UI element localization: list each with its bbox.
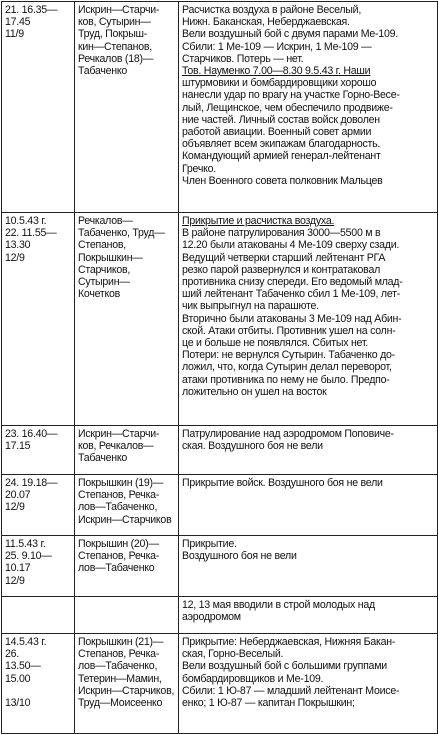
crew-line: Степанов, Речка-: [78, 489, 160, 502]
crew-cell: [75, 536, 179, 597]
date-cell: [2, 536, 75, 597]
date-line: 24. 19.18—: [5, 477, 58, 489]
date-line: 11.5.43 г.: [5, 538, 46, 550]
report-line: бомбардировщиков и Ме-109.: [182, 672, 324, 685]
report-line: ние частей. Личный состав войск доволен: [182, 113, 380, 126]
report-line: 12.20 были атакованы 4 Ме-109 сверху сзади.: [182, 239, 400, 252]
date-line: 13.50—: [5, 660, 41, 673]
report-line: работой авиации. Военный совет армии: [182, 126, 372, 139]
report-line: аэродромом: [182, 611, 241, 624]
report-line: Патрулирование над аэродромом Поповиче-: [182, 428, 394, 440]
crew-line: Степанов, Речка-: [78, 550, 160, 563]
crew-line: Табаченко: [78, 452, 128, 465]
date-line: 25. 9.10—: [5, 550, 52, 563]
report-line: Вели воздушный бой с двумя парами Ме-109.: [182, 28, 398, 41]
report-line: Вторично были атакованы 3 Ме-109 над Абин-: [182, 312, 402, 325]
report-line: ший лейтенант Табаченко сбил 1 Ме-109, лет-: [182, 288, 401, 301]
report-cell: [179, 2, 438, 213]
date-line: 22. 11.55—: [5, 227, 57, 240]
crew-line: Старчиков,: [78, 263, 131, 276]
date-line: 17.45: [5, 16, 31, 29]
crew-line: Речкалов (18)—: [78, 52, 154, 65]
report-line: Нижн. Баканская, Неберджаевская.: [182, 16, 350, 29]
date-line: 12/9: [5, 501, 25, 514]
table-row: [2, 213, 438, 426]
date-cell: [2, 597, 75, 634]
crew-line: Искрин—Старчиков,: [78, 684, 175, 697]
report-line: нанесли удар по врагу на участке Горно-Весе-: [182, 89, 400, 102]
report-line: Старчиков. Потерь — нет.: [182, 52, 304, 65]
date-line: 10.5.43 г.: [5, 215, 47, 227]
crew-line: Речкалов—: [78, 215, 133, 227]
date-cell: [2, 634, 75, 734]
crew-line: лов—Табаченко: [78, 562, 155, 575]
crew-line: Табаченко: [78, 65, 128, 78]
report-line: ложительно он ушел на восток: [182, 385, 327, 398]
crew-line: лов—Табаченко,: [78, 660, 158, 673]
report-line: Прикрытие войск. Воздушного боя не вели: [182, 477, 383, 489]
date-cell: [2, 2, 75, 213]
report-line: Прикрытие.: [182, 538, 237, 550]
date-line: 12/9: [5, 251, 25, 264]
date-line: 17.15: [5, 440, 31, 453]
date-line: 12/9: [5, 574, 25, 587]
date-spacer: [5, 685, 71, 697]
report-line: ложил, что, когда Сутырин делал переворот,: [182, 361, 392, 374]
crew-line: Искрин—Старчи-: [78, 4, 160, 16]
report-line: Потери: не вернулся Сутырин. Табаченко до-: [182, 349, 395, 362]
date-line: 15.00: [5, 672, 31, 685]
crew-line: Кочетков: [78, 288, 121, 301]
table-row: [2, 634, 438, 734]
crew-cell: [75, 597, 179, 634]
date-line: 11/9: [5, 28, 24, 41]
report-line: В районе патрулирования 3000—5500 м в: [182, 227, 381, 240]
table-row: [2, 426, 438, 475]
report-line: лый, Лещинское, чем обеспечило продвиже-: [182, 101, 393, 114]
report-heading: Тов. Науменко 7.00—8.30 9.5.43 г. Наши: [182, 65, 371, 78]
table-row: [2, 475, 438, 536]
report-line: Сбили: 1 Ю-87 — младший лейтенант Моисе-: [182, 684, 400, 697]
report-line: ская. Воздушного боя не вели: [182, 440, 323, 453]
crew-line: Труд, Покрыш-: [78, 28, 148, 41]
report-line: Вели воздушный бой с большими группами: [182, 660, 387, 673]
report-line: Ведущий четверки старший лейтенант РГА: [182, 251, 386, 264]
date-line: 20.07: [5, 489, 31, 502]
crew-line: Труд—Моисеенко: [78, 697, 163, 710]
report-line: противника снизу спереди. Его ведомый млад-: [182, 276, 403, 289]
crew-cell: [75, 426, 179, 475]
crew-cell: [75, 2, 179, 213]
crew-line: Тетерин—Мамин,: [78, 672, 162, 685]
report-cell: [179, 213, 438, 426]
report-line: 12, 13 мая вводили в строй молодых над: [182, 599, 375, 611]
crew-line: Покрышкин (21)—: [78, 636, 164, 648]
report-cell: [179, 597, 438, 634]
report-cell: [179, 426, 438, 475]
crew-line: Искрин—Старчиков: [78, 513, 172, 526]
date-line: 23. 16.40—: [5, 428, 58, 440]
report-line: резко парой развернулся и контратаковал: [182, 263, 381, 276]
crew-line: лов—Табаченко,: [78, 501, 158, 514]
report-line: Прикрытие: Неберджаевская, Нижняя Бакан-: [182, 636, 396, 648]
crew-line: кин—Степанов,: [78, 40, 152, 53]
table-row: [2, 536, 438, 597]
report-line: атаки противника по нему не было. Предпо-: [182, 373, 390, 386]
report-line: Член Военного совета полковник Мальцев: [182, 174, 383, 187]
date-cell: [2, 426, 75, 475]
crew-line: Степанов,: [78, 239, 126, 252]
date-line: 10.17: [5, 562, 31, 575]
report-line: Воздушного боя не вели: [182, 550, 297, 563]
report-line: объявляет всем экипажам благодарность.: [182, 138, 381, 151]
crew-line: Сутырин—: [78, 276, 130, 289]
crew-line: Степанов, Речка-: [78, 648, 160, 661]
date-line: 13/10: [5, 696, 31, 709]
report-line: це и больше не появлялся. Сбитых нет.: [182, 337, 368, 350]
crew-line: ков, Сутырин—: [78, 16, 151, 29]
report-cell: [179, 634, 438, 734]
report-cell: [179, 475, 438, 536]
crew-line: Покрышкин—: [78, 251, 143, 264]
crew-line: ков, Речкалов—: [78, 440, 154, 453]
report-line: Расчистка воздуха в районе Веселый,: [182, 4, 362, 16]
report-line: чик выпрыгнул на парашюте.: [182, 300, 319, 313]
report-line: Сбили: 1 Ме-109 — Искрин, 1 Ме-109 —: [182, 40, 372, 53]
date-line: 14.5.43 г.: [5, 636, 47, 648]
report-line: ская, Горно-Веселый.: [182, 648, 284, 661]
crew-line: Покрышин (20)—: [78, 538, 159, 550]
date-cell: [2, 213, 75, 426]
report-heading: Прикрытие и расчистка воздуха.: [182, 215, 335, 227]
crew-cell: [75, 475, 179, 536]
table-row: [2, 597, 438, 634]
combat-log-table: [1, 1, 438, 734]
report-line: Гречко.: [182, 162, 216, 175]
report-line: штурмовики и бомбардировщики хорошо: [182, 77, 377, 90]
date-line: 26.: [5, 648, 19, 661]
report-line: енко; 1 Ю-87 — капитан Покрышкин;: [182, 697, 355, 710]
date-line: 21. 16.35—: [5, 4, 58, 16]
date-cell: [2, 475, 75, 536]
report-cell: [179, 536, 438, 597]
crew-line: Искрин—Старчи-: [78, 428, 160, 440]
table-row: [2, 2, 438, 213]
report-line: ской. Атаки отбиты. Противник ушел на солн-: [182, 324, 396, 337]
report-line: Командующий армией генерал-лейтенант: [182, 150, 381, 163]
crew-cell: [75, 634, 179, 734]
date-line: 13.30: [5, 239, 31, 252]
crew-line: Покрышкин (19)—: [78, 477, 164, 489]
crew-cell: [75, 213, 179, 426]
crew-line: Табаченко, Труд—: [78, 227, 165, 240]
